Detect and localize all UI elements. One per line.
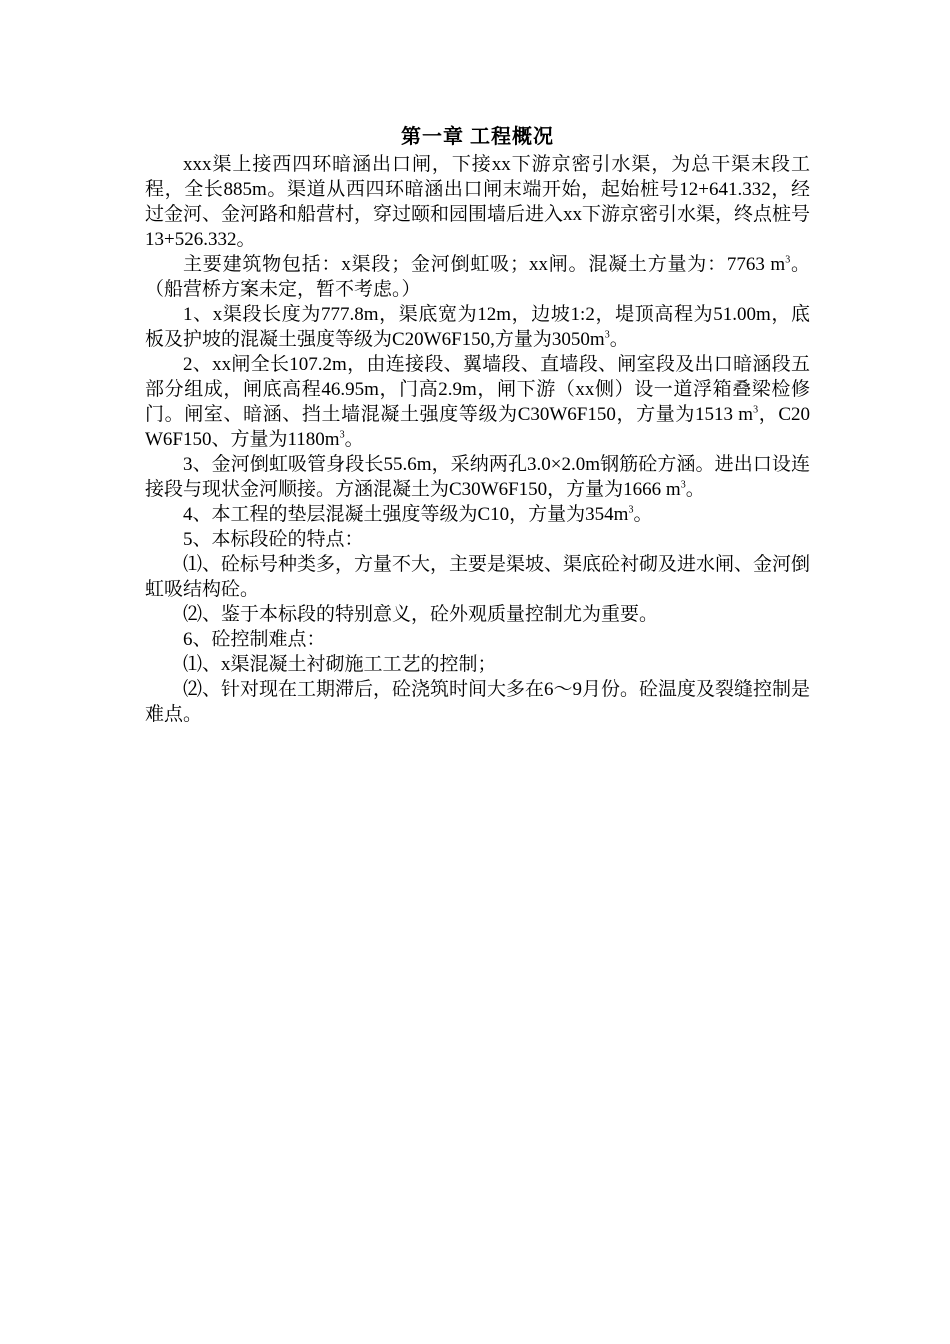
paragraph-item-3 (145, 452, 810, 502)
paragraph-item-5-1: ⑴、砼标号种类多，方量不大，主要是渠坡、渠底砼衬砌及进水闸、金河倒虹吸结构砼。 (145, 554, 811, 600)
paragraph-item-2 (145, 352, 810, 452)
text-run: 。 (633, 504, 653, 525)
paragraph-item-5: 5、本标段砼的特点： (183, 529, 364, 550)
text-run: 。（船营桥方案未定，暂不考虑。） (145, 254, 810, 300)
superscript-cubic: 3 (753, 404, 759, 416)
text-run: 3、金河倒虹吸管身段长55.6m，采纳两孔3.0×2.0m钢筋砼方涵。进出口设连接段与现状金河顺接。方涵混凝土为C30W6F150，方量为1666 m (145, 454, 810, 500)
paragraph-overview: xxx渠上接西四环暗涵出口闸，下接xx下游京密引水渠，为总干渠末段工程，全长885m。渠道从西四环暗涵出口闸末端开始，起始桩号12+641.332，经过金河、金河路和船营村，穿过颐和园围墙后进入xx下游京密引水渠，终点桩号13+526.332。 (145, 154, 811, 250)
text-run: 。 (344, 429, 364, 450)
text-run: 4、本工程的垫层混凝土强度等级为C10，方量为354m (183, 504, 629, 525)
superscript-cubic: 3 (604, 329, 610, 341)
text-run: 。 (609, 329, 629, 350)
superscript-cubic: 3 (680, 479, 686, 491)
document-page (145, 124, 810, 727)
paragraph-main-structures (145, 252, 810, 302)
paragraph-item-4 (145, 502, 810, 527)
paragraph-item-6: 6、砼控制难点： (183, 629, 326, 650)
superscript-cubic: 3 (628, 504, 634, 516)
paragraph-item-5-2: ⑵、鉴于本标段的特别意义，砼外观质量控制尤为重要。 (183, 604, 659, 625)
text-run: 1、x渠段长度为777.8m，渠底宽为12m，边坡1:2，堤顶高程为51.00m，底板及护坡的混凝土强度等级为C20W6F150,方量为3050m (145, 304, 810, 350)
paragraph-item-6-2: ⑵、针对现在工期滞后，砼浇筑时间大多在6～9月份。砼温度及裂缝控制是难点。 (145, 679, 811, 725)
paragraph-item-1 (145, 302, 810, 352)
superscript-cubic: 3 (339, 429, 345, 441)
chapter-title: 第一章 工程概况 (401, 126, 554, 148)
text-run: 。 (685, 479, 705, 500)
text-run: 2、xx闸全长107.2m，由连接段、翼墙段、直墙段、闸室段及出口暗涵段五部分组成，闸底高程46.95m，门高2.9m，闸下游（xx侧）设一道浮箱叠梁检修门。闸室、暗涵、挡土墙混凝土强度等级为C30W6F150，方量为1513 m (145, 354, 810, 425)
paragraph-item-6-1: ⑴、x渠混凝土衬砌施工工艺的控制； (183, 654, 497, 675)
text-run: 主要建筑物包括：x渠段；金河倒虹吸；xx闸。混凝土方量为：7763 m (183, 254, 786, 275)
superscript-cubic: 3 (785, 254, 791, 266)
text-run: ，C20W6F150、方量为1180m (145, 404, 810, 450)
